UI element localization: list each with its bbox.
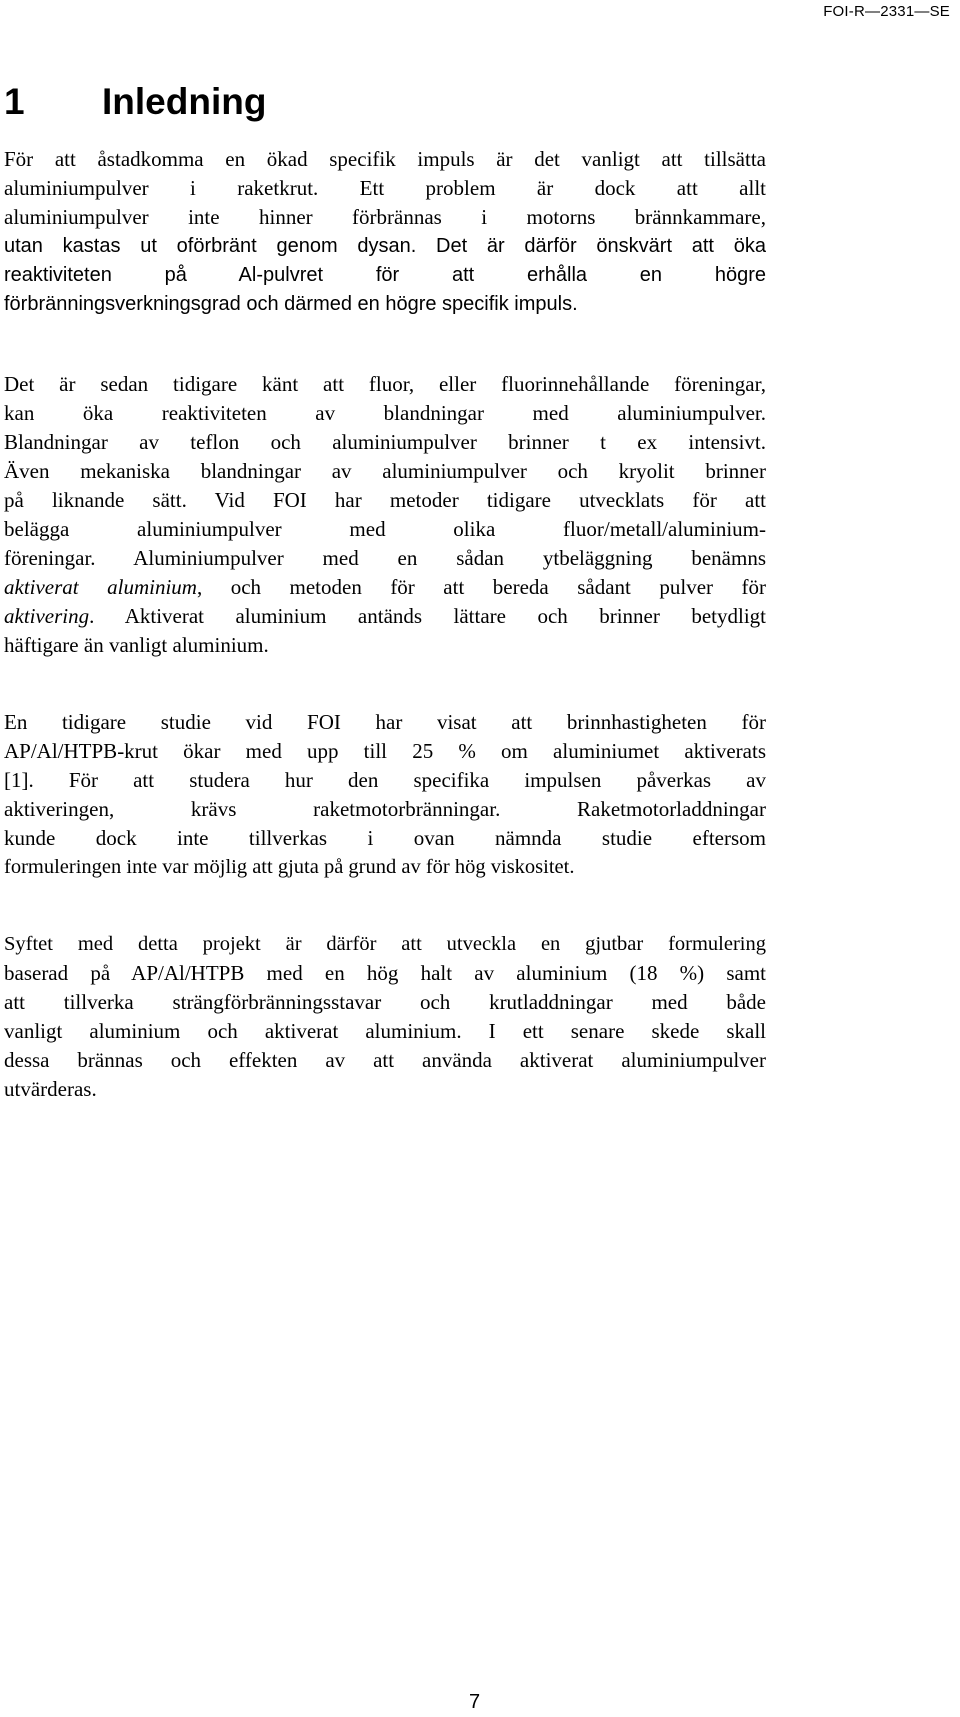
paragraph-line: förbränningsverkningsgrad och därmed en högre specifik impuls. [4,293,578,315]
line-text: föreningar. Aluminiumpulver med en sådan ytbeläggning benämns [4,546,766,570]
paragraph-line: att tillverka strängförbränningsstavar och krutladdningar med både [4,990,766,1014]
paragraph-line: utvärderas. [4,1077,97,1101]
running-header: FOI-R—2331—SE [823,3,950,20]
paragraph-line [4,602,766,631]
paragraph-line: Det är sedan tidigare känt att fluor, eller fluorinnehållande föreningar, [4,372,766,396]
paragraph-line: dessa brännas och effekten av att använda aktiverat aluminiumpulver [4,1048,766,1072]
paragraph-line: reaktiviteten på Al-pulvret för att erhålla en högre [4,264,766,286]
paragraph-line: vanligt aluminium och aktiverat aluminium. I ett senare skede skall [4,1019,766,1043]
line-text: . Aktiverat aluminium antänds lättare och brinner betydligt [89,604,766,628]
paragraph-line: aluminiumpulver inte hinner förbrännas i motorns brännkammare, [4,205,766,229]
paragraph-line [4,573,766,602]
chapter-number: 1 [4,81,25,122]
paragraph-line: För att åstadkomma en ökad specifik impuls är det vanligt att tillsätta [4,147,766,171]
paragraph-line: på liknande sätt. Vid FOI har metoder tidigare utvecklats för att [4,488,766,512]
paragraph-line: aluminiumpulver i raketkrut. Ett problem är dock att allt [4,176,766,200]
paragraph-line: formuleringen inte var möjlig att gjuta på grund av för hög viskositet. [4,856,575,878]
paragraph-line: En tidigare studie vid FOI har visat att brinnhastigheten för [4,710,766,734]
paragraph-line: [1]. För att studera hur den specifika impulsen påverkas av [4,768,766,792]
paragraph-2 [4,370,766,660]
paragraph-line: aktiveringen, krävs raketmotorbränningar. Raketmotorladdningar [4,797,766,821]
line-text: , och metoden för att bereda sådant pulver för [196,575,766,599]
paragraph-line: kunde dock inte tillverkas i ovan nämnda studie eftersom [4,826,766,850]
paragraph-line: baserad på AP/Al/HTPB med en hög halt av aluminium (18 %) samt [4,961,766,985]
paragraph-line: kan öka reaktiviteten av blandningar med aluminiumpulver. [4,401,766,425]
paragraph-line: Syftet med detta projekt är därför att utveckla en gjutbar formulering [4,933,766,955]
chapter-heading [4,80,266,124]
paragraph-line: häftigare än vanligt aluminium. [4,633,269,657]
paragraph-line: utan kastas ut oförbränt genom dysan. Det är därför önskvärt att öka [4,235,766,257]
page-number: 7 [469,1691,481,1713]
paragraph-line: Även mekaniska blandningar av aluminiumpulver och kryolit brinner [4,459,766,483]
paragraph-4 [4,930,766,1104]
italic-term: aktiverat aluminium [4,575,197,599]
paragraph-line: belägga aluminiumpulver med olika fluor/metall/aluminium- [4,517,766,541]
paragraph-line: Blandningar av teflon och aluminiumpulver brinner t ex intensivt. [4,430,766,454]
chapter-title: Inledning [102,81,267,122]
paragraph-3 [4,708,766,882]
paragraph-line: AP/Al/HTPB-krut ökar med upp till 25 % om aluminiumet aktiverats [4,739,766,763]
paragraph-1 [4,145,766,319]
italic-term: aktivering [4,604,90,628]
paragraph-line [4,544,766,573]
